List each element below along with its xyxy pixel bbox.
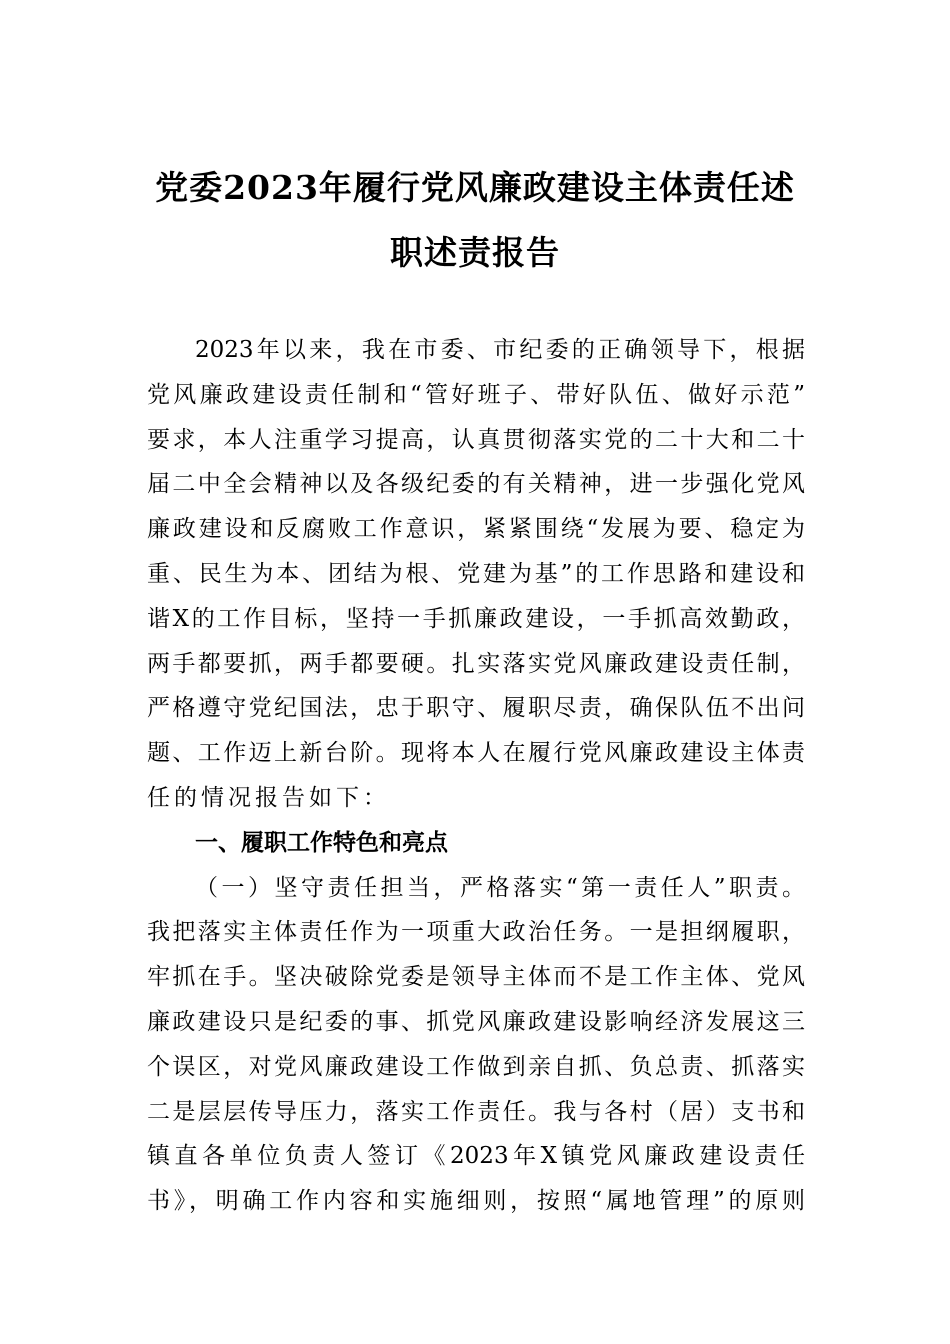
paragraph-line: 题、工作迈上新台阶。现将本人在履行党风廉政建设主体责 — [147, 740, 805, 767]
paragraph-line: （一）坚守责任担当，严格落实“第一责任人”职责。 — [195, 874, 805, 901]
paragraph-line: 书》，明确工作内容和实施细则，按照“属地管理”的原则 — [147, 1188, 805, 1215]
paragraph-line: 廉政建设和反腐败工作意识，紧紧围绕“发展为要、稳定为 — [147, 516, 805, 543]
section-heading: 一、履职工作特色和亮点 — [195, 829, 448, 856]
paragraph-line: 个误区，对党风廉政建设工作做到亲自抓、负总责、抓落实 — [147, 1053, 805, 1080]
paragraph-line: 镇直各单位负责人签订《2023年X镇党风廉政建设责任 — [147, 1143, 805, 1170]
paragraph-line: 谐X的工作目标，坚持一手抓廉政建设，一手抓高效勤政， — [147, 605, 805, 632]
paragraph-line: 我把落实主体责任作为一项重大政治任务。一是担纲履职， — [147, 919, 805, 946]
paragraph-line: 要求，本人注重学习提高，认真贯彻落实党的二十大和二十 — [147, 426, 805, 453]
paragraph-line: 廉政建设只是纪委的事、抓党风廉政建设影响经济发展这三 — [147, 1009, 805, 1035]
paragraph-line: 二是层层传导压力，落实工作责任。我与各村（居）支书和 — [147, 1098, 805, 1125]
document-title-line-2: 职述责报告 — [390, 233, 560, 272]
paragraph-line: 严格遵守党纪国法，忠于职守、履职尽责，确保队伍不出问 — [147, 695, 805, 722]
document-title-line-1: 党委2023年履行党风廉政建设主体责任述 — [155, 168, 795, 207]
paragraph-line: 两手都要抓，两手都要硬。扎实落实党风廉政建设责任制， — [147, 650, 805, 677]
paragraph-line: 任的情况报告如下： — [147, 785, 390, 811]
paragraph-line: 牢抓在手。坚决破除党委是领导主体而不是工作主体、党风 — [147, 964, 805, 991]
paragraph-line: 2023年以来，我在市委、市纪委的正确领导下，根据 — [195, 337, 805, 363]
paragraph-line: 重、民生为本、团结为根、党建为基”的工作思路和建设和 — [147, 561, 805, 587]
paragraph-line: 党风廉政建设责任制和“管好班子、带好队伍、做好示范” — [147, 381, 805, 408]
paragraph-line: 届二中全会精神以及各级纪委的有关精神，进一步强化党风 — [147, 471, 805, 498]
